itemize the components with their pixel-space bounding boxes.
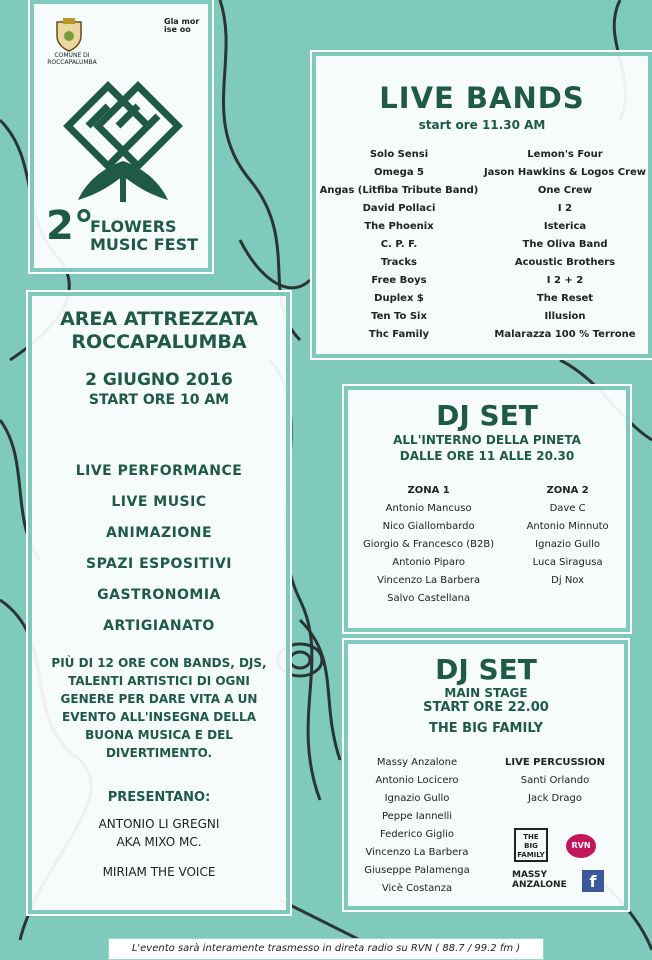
event-description: PIÙ DI 12 ORE CON BANDS, DJS, TALENTI ARTISTICI DI OGNI GENERE PER DARE VITA A UN EVENTO ALL'INSEGNA DELLA BUONA MUSICA E DEL DIVERTIMENTO. (51, 656, 267, 760)
dj-name-item: Salvo Castellana (387, 593, 471, 604)
band-name-item: Malarazza 100 % Terrone (494, 329, 636, 340)
dj-zone-lists (348, 482, 626, 608)
event-info-panel (28, 292, 290, 914)
band-name-item: Illusion (544, 311, 586, 322)
band-name-item: Free Boys (371, 275, 427, 286)
dj-set-title: DJ SET (435, 653, 537, 686)
dj-set-location: ALL'INTERNO DELLA PINETA (393, 433, 581, 447)
band-name-item: The Phoenix (364, 221, 434, 232)
dj-set-hours: DALLE ORE 11 ALLE 20.30 (399, 449, 575, 463)
feature-item: ARTIGIANATO (103, 618, 215, 634)
main-stage-label: MAIN STAGE (444, 686, 528, 700)
band-name-item: I 2 (557, 203, 573, 214)
band-name-item: The Reset (536, 293, 594, 304)
main-stage-dj-list (348, 754, 486, 898)
band-name-item: I 2 + 2 (546, 275, 584, 286)
band-name-item: Duplex $ (374, 293, 424, 304)
main-stage-start: START ORE 22.00 (423, 700, 549, 715)
feature-item: LIVE MUSIC (111, 494, 207, 510)
live-bands-title: LIVE BANDS (379, 81, 585, 115)
band-name-item: Jason Hawkins & Logos Crew (483, 167, 647, 178)
dj-name-item: Luca Siragusa (532, 557, 603, 568)
feature-item: LIVE PERFORMANCE (75, 463, 243, 479)
dj-name-item: Ignazio Gullo (384, 793, 450, 804)
band-name-item: David Pollaci (362, 203, 436, 214)
presenter-1-alias: AKA MIXO MC. (116, 835, 202, 849)
massy-anzalone-logo: MASSY ANZALONE (512, 870, 567, 890)
dj-name-item: Vincenzo La Barbera (365, 847, 469, 858)
feature-item: GASTRONOMIA (97, 587, 221, 603)
zona-1-list (348, 482, 509, 608)
edition-number: 2° (46, 203, 94, 249)
percussion-heading: LIVE PERCUSSION (504, 757, 605, 768)
comune-label: COMUNE DI ROCCAPALUMBA (47, 52, 97, 66)
percussionist-name-item: Jack Drago (528, 793, 582, 804)
fest-name-line2: MUSIC FEST (90, 235, 198, 254)
band-name-item: C. P. F. (380, 239, 418, 250)
live-bands-panel (312, 52, 652, 358)
dj-name-item: Antonio Mancuso (385, 503, 472, 514)
feature-item: ANIMAZIONE (105, 525, 213, 541)
rvn-logo: RVN (566, 834, 596, 858)
band-name-item: Tracks (381, 257, 417, 268)
dj-name-item: Dave C (549, 503, 586, 514)
band-list-right (482, 146, 648, 344)
fest-name-line1: FLOWERS (90, 217, 177, 236)
zona-2-list (509, 482, 626, 608)
band-name-item: Ten To Six (371, 311, 427, 322)
presenters-heading: PRESENTANO: (107, 790, 211, 805)
venue-line1: AREA ATTREZZATA (60, 308, 258, 330)
band-name-item: Solo Sensi (369, 149, 429, 160)
dj-name-item: Giorgio & Francesco (B2B) (363, 539, 495, 550)
sponsor-logo: Gla mor ise oo (164, 17, 200, 34)
dj-set-main-stage-panel (344, 640, 628, 910)
presenter-1-name: ANTONIO LI GREGNI (98, 817, 220, 831)
dj-name-item: Ignazio Gullo (535, 539, 601, 550)
dj-name-item: Nico Giallombardo (382, 521, 475, 532)
venue-line2: ROCCAPALUMBA (71, 331, 247, 353)
presenter-2-name: MIRIAM THE VOICE (102, 865, 216, 879)
logo-panel (30, 0, 212, 272)
dj-name-item: Vicè Costanza (381, 883, 453, 894)
big-family-logo: THE BIG FAMILY (514, 828, 548, 862)
dj-name-item: Giuseppe Palamenga (364, 865, 470, 876)
dj-name-item: Dj Nox (551, 575, 585, 586)
band-name-item: Omega 5 (373, 167, 425, 178)
live-bands-start: start ore 11.30 AM (418, 118, 546, 132)
band-name-item: The Oliva Band (522, 239, 608, 250)
feature-list (32, 456, 286, 642)
dj-set-pineta-panel (344, 386, 630, 632)
zona-2-heading: ZONA 2 (546, 485, 589, 496)
facebook-icon[interactable]: f (582, 870, 604, 892)
comune-crest-icon (54, 18, 84, 52)
dj-name-item: Massy Anzalone (376, 757, 458, 768)
band-name-item: Thc Family (368, 329, 430, 340)
dj-name-item: Antonio Locicero (375, 775, 459, 786)
band-name-item: Acoustic Brothers (514, 257, 616, 268)
fmf-logo-icon (48, 66, 198, 206)
dj-name-item: Antonio Piparo (392, 557, 465, 568)
event-date: 2 GIUGNO 2016 (85, 370, 233, 390)
band-name-item: One Crew (537, 185, 593, 196)
dj-set-title: DJ SET (436, 399, 538, 432)
band-list-left (316, 146, 482, 344)
dj-name-item: Vincenzo La Barbera (377, 575, 481, 586)
broadcast-footer: L'evento sarà interamente trasmesso in direta radio su RVN ( 88.7 / 99.2 fm ) (108, 938, 544, 960)
dj-name-item: Peppe Iannelli (381, 811, 453, 822)
dj-name-item: Antonio Minnuto (526, 521, 609, 532)
feature-item: SPAZI ESPOSITIVI (85, 556, 233, 572)
band-name-item: Lemon's Four (527, 149, 603, 160)
percussionist-name-item: Santi Orlando (520, 775, 590, 786)
band-name-item: Angas (Litfiba Tribute Band) (319, 185, 479, 196)
dj-name-item: Federico Giglio (379, 829, 455, 840)
band-list (316, 146, 648, 344)
main-stage-crew: THE BIG FAMILY (429, 721, 543, 736)
band-name-item: Isterica (543, 221, 587, 232)
zona-1-heading: ZONA 1 (407, 485, 450, 496)
event-start: START ORE 10 AM (88, 392, 230, 408)
